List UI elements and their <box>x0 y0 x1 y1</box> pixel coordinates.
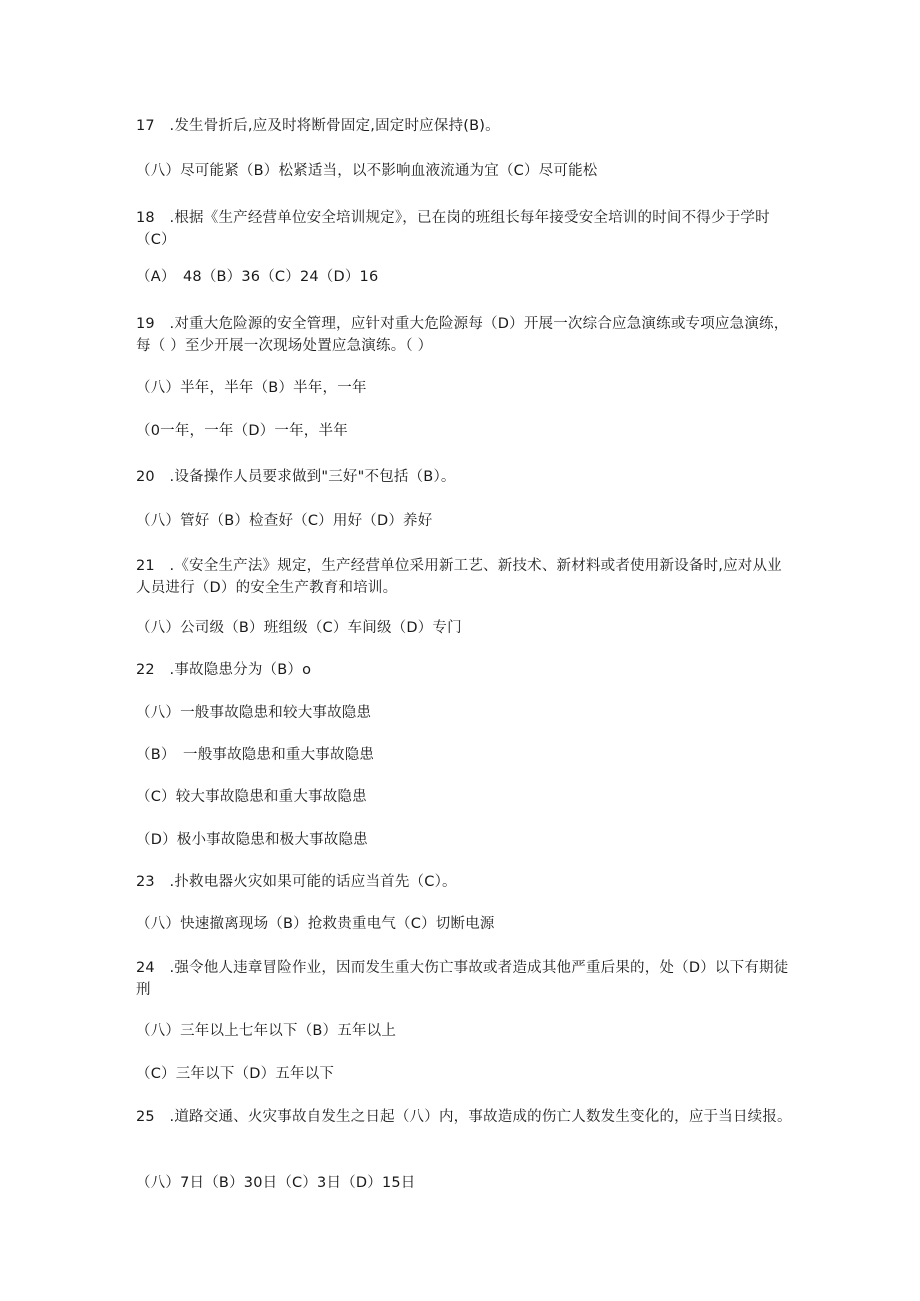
question-17: 17 .发生骨折后,应及时将断骨固定,固定时应保持(B)。 <box>136 118 500 134</box>
question-19: 19 .对重大危险源的安全管理，应针对重大危险源每（D）开展一次综合应急演练或专项应急演练，每（ ）至少开展一次现场处置应急演练。（ ） <box>136 316 789 354</box>
options-17: （八）尽可能紧（B）松紧适当，以不影响血液流通为宜（C）尽可能松 <box>136 163 598 179</box>
options-25: （八）7日（B）30日（C）3日（D）15日 <box>136 1175 416 1191</box>
options-19-a: （八）半年，半年（B）半年，一年 <box>136 380 367 396</box>
options-20: （八）管好（B）检查好（C）用好（D）养好 <box>136 513 433 529</box>
question-22: 22 .事故隐患分为（B）o <box>136 662 312 678</box>
option-22-b: （B） 一般事故隐患和重大事故隐患 <box>136 747 375 763</box>
options-19-c: （0一年，一年（D）一年，半年 <box>136 423 348 439</box>
option-22-d: （D）极小事故隐患和极大事故隐患 <box>136 832 368 848</box>
question-24: 24 .强令他人违章冒险作业，因而发生重大伤亡事故或者造成其他严重后果的，处（D）以下有期徒刑 <box>136 960 789 998</box>
options-18: （A） 48（B）36（C）24（D）16 <box>136 269 379 285</box>
option-22-c: （C）较大事故隐患和重大事故隐患 <box>136 789 367 805</box>
question-20: 20 .设备操作人员要求做到"三好"不包括（B）。 <box>136 469 456 485</box>
options-24-a: （八）三年以上七年以下（B）五年以上 <box>136 1023 397 1039</box>
question-25: 25 .道路交通、火灾事故自发生之日起（八）内，事故造成的伤亡人数发生变化的，应于当日续报。 <box>136 1109 792 1125</box>
question-21: 21 .《安全生产法》规定，生产经营单位采用新工艺、新技术、新材料或者使用新设备时,应对从业人员进行（D）的安全生产教育和培训。 <box>136 558 782 596</box>
options-21: （八）公司级（B）班组级（C）车间级（D）专门 <box>136 620 462 636</box>
question-18: 18 .根据《生产经营单位安全培训规定》，已在岗的班组长每年接受安全培训的时间不得少于学时（C） <box>136 210 770 248</box>
option-22-a: （八）一般事故隐患和较大事故隐患 <box>136 705 372 721</box>
options-23: （八）快速撤离现场（B）抢救贵重电气（C）切断电源 <box>136 916 495 932</box>
question-23: 23 .扑救电器火灾如果可能的话应当首先（C）。 <box>136 874 457 890</box>
options-24-c: （C）三年以下（D）五年以下 <box>136 1066 335 1082</box>
